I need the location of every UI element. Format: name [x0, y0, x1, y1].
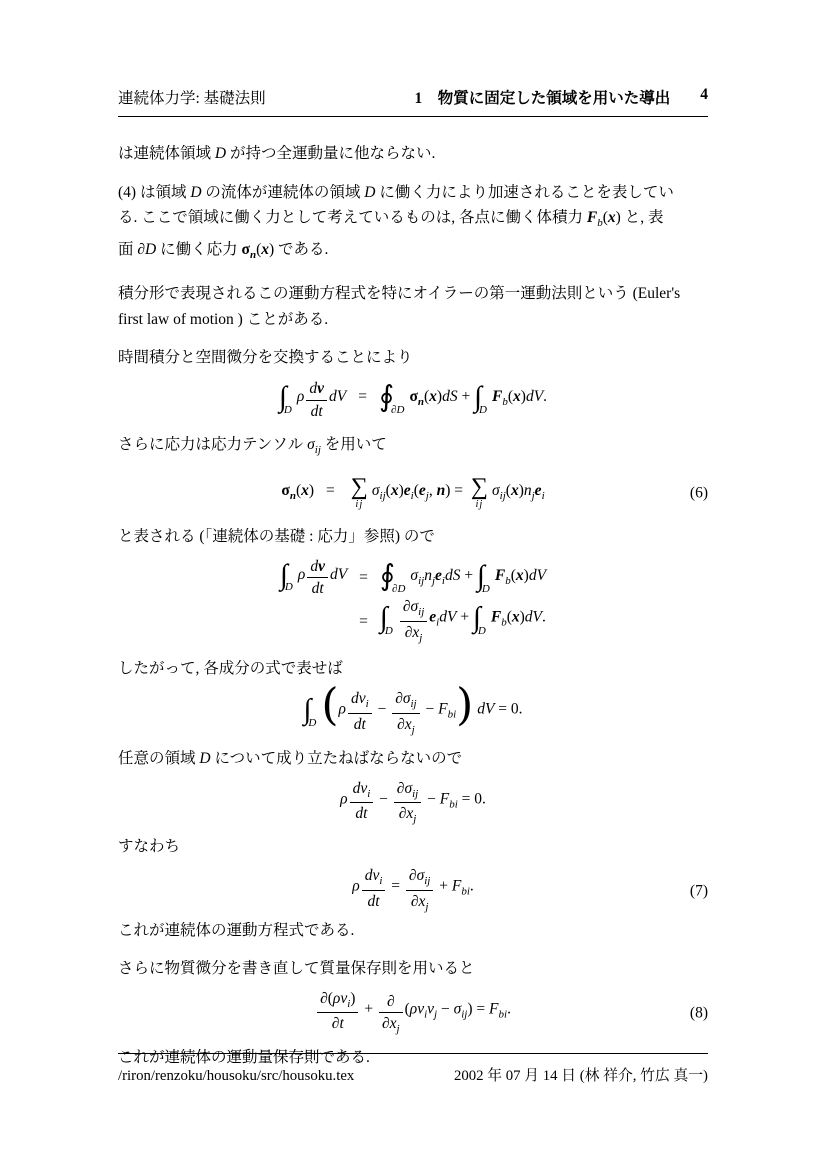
equation-body: $\partial(\rho v_i)$ ∂t + ∂ $\partial x_j$ $(\rho v_iv_j - \sigma_{ij}) = F_{bi}$.: [315, 990, 511, 1036]
paragraph-forces-on-region: (4) は領域 D の流体が連続体の領域 D に働く力により加速されることを表してい る. ここで領域に働く力として考えているものは, 各点に働く体積力 $F_b(x)$ と, 表 面 ∂D に働く応力 $\sigma_n(x)$ である.: [118, 183, 674, 261]
eqnarray-rel-row1: =: [359, 569, 368, 587]
equation-component-integral: [118, 679, 708, 736]
equation-aligned-momentum: [118, 558, 708, 645]
source-file-path: /riron/renzoku/housoku/src/housoku.tex: [118, 1068, 355, 1084]
equation-pointwise-zero: [118, 780, 708, 826]
equation-number: (7): [689, 881, 708, 899]
paragraph-namely: すなわち: [118, 837, 181, 855]
footer-rule: [118, 1053, 708, 1054]
paragraph-euler-first-law: 積分形で表現されるこの運動方程式を特にオイラーの第一運動法則という (Euler's first law of motion ) ことがある.: [118, 285, 681, 328]
page-number: 4: [700, 86, 708, 103]
equation-of-motion: [118, 867, 708, 913]
section-title: 1 物質に固定した領域を用いた導出: [414, 90, 671, 107]
paragraph-component-form-intro: したがって, 各成分の式で表せば: [118, 660, 343, 678]
eqnarray-lhs-row1: $\int_D\rho$ $\frac{dv}{dt}$ dV: [279, 557, 348, 598]
equation-number: (6): [689, 484, 708, 502]
paragraph-arbitrary-region: 任意の領域 D について成り立たねばならないので: [118, 750, 463, 768]
paragraph-total-momentum: は連続体領域 D が持つ全運動量に他ならない.: [118, 145, 436, 162]
paragraph-stress-reference: と表される (「連続体の基礎 : 応力」参照) ので: [118, 528, 435, 545]
paragraph-momentum-conservation-law: これが連続体の運動量保存則である.: [118, 1049, 370, 1067]
equation-momentum-integral: [118, 379, 708, 423]
paragraph-equation-of-motion: これが連続体の運動方程式である.: [118, 921, 355, 939]
equation-body: $\int_D$ (ρ $dv_i$ dt − $\partial\sigma_{ij}$ $\partial x_j$ − $F_{bi}$) dV = 0.: [303, 679, 523, 736]
revision-date-authors: 2002 年 07 月 14 日 (林 祥介, 竹広 真一): [453, 1068, 708, 1084]
paragraph-mass-conservation-intro: さらに物質微分を書き直して質量保存則を用いると: [118, 960, 475, 978]
eqnarray-rel-row2: =: [359, 612, 368, 630]
paragraph-exchange-derivatives: 時間積分と空間微分を交換することにより: [118, 349, 413, 366]
equation-body: $\int_D\rho$ $\frac{dv}{dt}$ dV = $∮_{\partial D}\sigma_n(x)dS + \int_DF_b(x)dV$.: [278, 380, 548, 420]
page-content: [118, 86, 708, 1071]
equation-body: ρ $dv_i$ dt − $\partial\sigma_{ij}$ $\partial x_j$ − $F_{bi} = 0$.: [340, 779, 486, 826]
page-header: [118, 86, 708, 117]
header-right: [414, 86, 708, 108]
equation-body: ρ $dv_i$ dt = $\partial\sigma_{ij}$ $\partial x_j$ + $F_{bi}$.: [352, 867, 474, 914]
page-footer: [118, 1064, 708, 1088]
eqnarray-rhs-row1: $∮_{\partial D}\sigma_{ij}n_je_idS + \int_DF_b(x)dV$: [379, 560, 547, 596]
eqnarray-rhs-row2: $\int_D$ $\partial\sigma_{ij}$ $\partial x_j$ $e_idV + \int_DF_b(x)dV$.: [379, 598, 546, 644]
eqnarray-block: [280, 558, 546, 645]
running-title: 連続体力学: 基礎法則: [118, 90, 266, 107]
equation-stress-tensor: [118, 471, 708, 515]
equation-body: $\sigma_n(x)$ = ∑ ij $\sigma_{ij}(x)e_i(e_j$, n) = ∑ ij $\sigma_{ij}(x)n_je_i$: [281, 474, 545, 511]
equation-momentum-conservation: [118, 990, 708, 1036]
paragraph-stress-tensor-intro: さらに応力は応力テンソル $\sigma_{ij}$ を用いて: [118, 435, 387, 456]
equation-number: (8): [689, 1004, 708, 1022]
